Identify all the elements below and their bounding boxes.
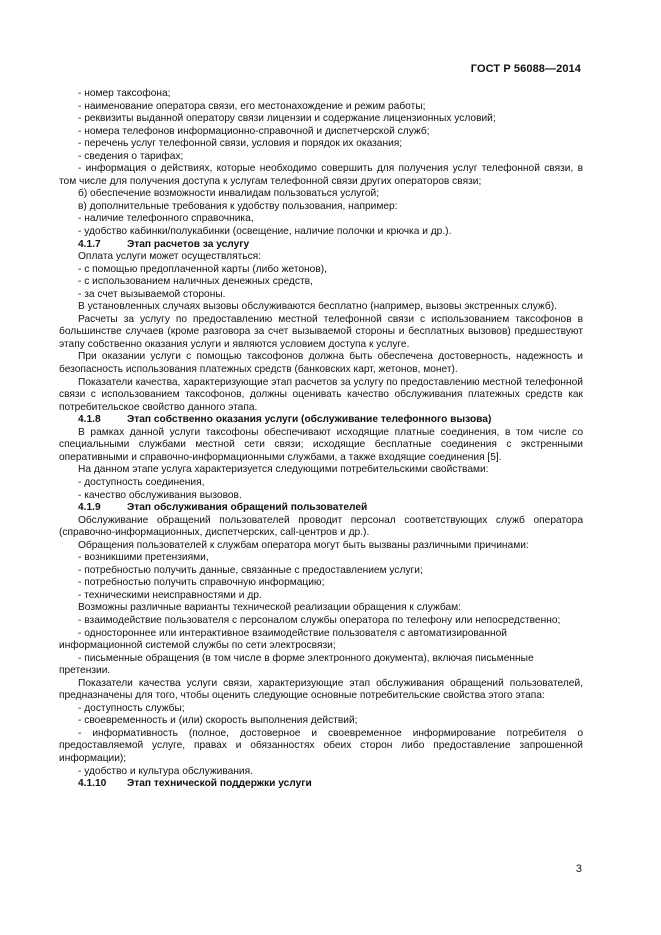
list-item: - наименование оператора связи, его местонахождение и режим работы;	[78, 100, 426, 112]
list-item: - потребностью получить справочную информацию;	[78, 577, 325, 589]
list-item: - возникшими претензиями,	[78, 552, 209, 564]
list-item: - качество обслуживания вызовов.	[78, 489, 242, 501]
section-title: Этап собственно оказания услуги (обслуживание телефонного вызова)	[127, 414, 492, 426]
paragraph: Обращения пользователей к службам оператора могут быть вызваны различными причинами:	[78, 539, 529, 551]
section-title: Этап расчетов за услугу	[127, 238, 250, 250]
list-item: - своевременность и (или) скорость выполнения действий;	[78, 715, 358, 727]
list-item: - удобство и культура обслуживания.	[78, 765, 253, 777]
list-item: - потребностью получить данные, связанные с предоставлением услуги;	[78, 564, 423, 576]
section-title: Этап технической поддержки услуги	[127, 778, 312, 790]
section-heading-4-1-7	[59, 239, 583, 252]
list-item: - письменные обращения (в том числе в форме электронного документа), включая письменные претензии.	[59, 652, 534, 677]
paragraph: В рамках данной услуги таксофоны обеспечивают исходящие платные соединения, в том числе со специальными службами местной сети связи; исходящие бесплатные соединения с экстренными оперативными и справочно-информационными службами, а также входящие соединения [5].	[59, 426, 583, 463]
section-number: 4.1.7	[78, 238, 101, 250]
list-item: - доступность службы;	[78, 702, 185, 714]
list-item: - доступность соединения,	[78, 476, 205, 488]
paragraph: Показатели качества услуги связи, характеризующие этап обслуживания обращений пользователей, предназначены для того, чтобы оценить следующие основные потребительские свойства этого этапа:	[59, 677, 583, 702]
list-item: - с использованием наличных денежных средств,	[78, 276, 313, 288]
list-item: - номера телефонов информационно-справочной и диспетчерской служб;	[78, 125, 430, 137]
section-number: 4.1.10	[78, 778, 107, 790]
section-heading-4-1-9	[59, 502, 583, 515]
paragraph: В установленных случаях вызовы обслуживаются бесплатно (например, вызовы экстренных служб).	[78, 301, 557, 313]
list-item: - за счет вызываемой стороны.	[78, 288, 226, 300]
paragraph: Обслуживание обращений пользователей проводит персонал соответствующих служб оператора (справочно-информационных, диспетчерских, call-центров и др.).	[59, 514, 583, 539]
paragraph: Показатели качества, характеризующие этап расчетов за услугу по предоставлению местной телефонной связи с использованием таксофонов, должны оценивать качество обслуживания платежных средств как потребительское свойство данного этапа.	[59, 376, 583, 413]
list-item: - информативность (полное, достоверное и своевременное информирование потребителя о предоставляемой услуге, правах и обязанностях обеих сторон либо предоставление запрошенной информации);	[59, 727, 583, 764]
list-item: б) обеспечение возможности инвалидам пользоваться услугой;	[78, 188, 380, 200]
list-item: - сведения о тарифах;	[78, 150, 184, 162]
list-item: - с помощью предоплаченной карты (либо жетонов),	[78, 263, 327, 275]
document-header: ГОСТ Р 56088—2014	[470, 63, 581, 75]
list-item: - информация о действиях, которые необходимо совершить для получения услуг телефонной связи, в том числе для получения доступа к услугам телефонной связи других операторов связи;	[59, 163, 583, 187]
paragraph: Оплата услуги может осуществляться:	[78, 251, 262, 263]
page-number: 3	[575, 863, 582, 875]
section-number: 4.1.8	[78, 414, 101, 426]
paragraph: Расчеты за услугу по предоставлению местной телефонной связи с использованием таксофонов в большинстве случаев (кроме разговора за счет вызываемой стороны и бесплатных вызовов) предшествуют этапу собственно оказания услуги и являются условием доступа к услуге.	[59, 313, 583, 350]
list-item: - удобство кабинки/полукабинки (освещение, наличие полочки и крючка и др.).	[78, 226, 452, 238]
section-heading-4-1-8	[59, 414, 583, 427]
list-item: - перечень услуг телефонной связи, условия и порядок их оказания;	[78, 138, 403, 150]
page-body	[59, 88, 583, 791]
list-item: - одностороннее или интерактивное взаимодействие пользователя с автоматизированной информационной системой службы по сети электросвязи;	[59, 627, 507, 652]
list-item: - номер таксофона;	[78, 88, 171, 99]
paragraph: При оказании услуги с помощью таксофонов должна быть обеспечена достоверность, надежность и безопасность использования платежных средств (банковских карт, жетонов, монет).	[59, 351, 583, 376]
list-item: в) дополнительные требования к удобству пользования, например:	[78, 200, 398, 212]
section-number: 4.1.9	[78, 502, 101, 514]
list-item: - реквизиты выданной оператору связи лицензии и содержание лицензионных условий;	[78, 113, 496, 125]
list-item: - наличие телефонного справочника,	[78, 213, 254, 225]
paragraph: На данном этапе услуга характеризуется следующими потребительскими свойствами:	[78, 464, 489, 476]
list-item: - техническими неисправностями и др.	[78, 589, 262, 601]
paragraph: Возможны различные варианты технической реализации обращения к службам:	[78, 602, 461, 614]
list-item: - взаимодействие пользователя с персоналом службы оператора по телефону или непосредственно;	[78, 614, 561, 626]
section-title: Этап обслуживания обращений пользователей	[127, 502, 368, 514]
section-heading-4-1-10	[59, 778, 583, 791]
